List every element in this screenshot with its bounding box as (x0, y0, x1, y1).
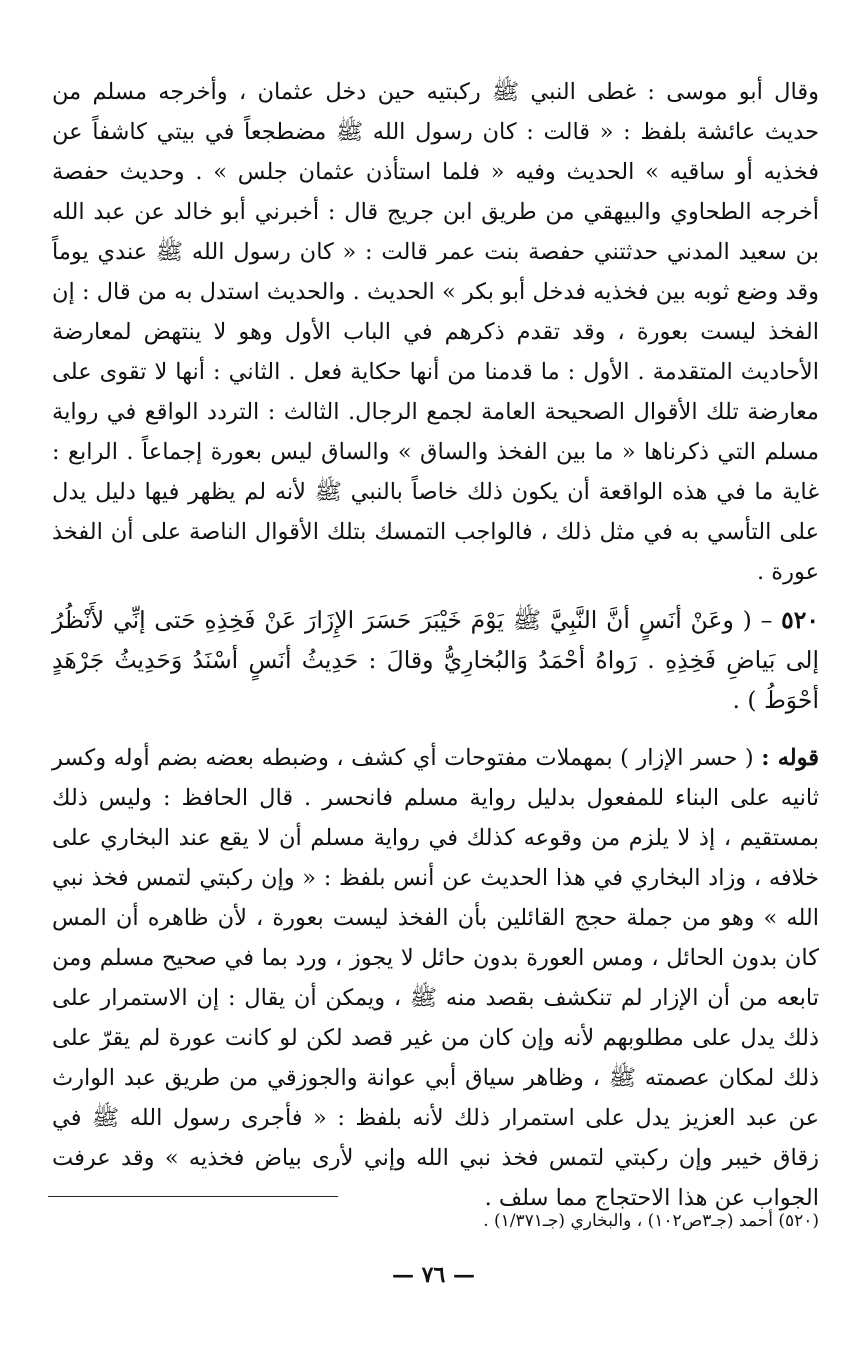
hadith-520 (52, 600, 819, 720)
hadith-text: – ( وعَنْ أنَسٍ أنَّ النَّبِيَّ ﷺ يَوْمَ خَيْبَرَ حَسَرَ الإِزَارَ عَنْ فَخِذِهِ حَتى إنِّي لأَنْظُرُ إلى بَياضِ فَخِذِهِ . رَواهُ أحْمَدُ وَالبُخارِيُّ وقالَ : حَدِيثُ أنَسٍ أسْنَدُ وَحَدِيثُ جَرْهَدٍ أحْوَطُ ) . (52, 606, 819, 714)
commentary-paragraph (52, 738, 819, 1218)
paragraph-intro: وقال أبو موسى : غطى النبي ﷺ ركبتيه حين دخل عثمان ، وأخرجه مسلم من حديث عائشة بلفظ : « قالت : كان رسول الله ﷺ مضطجعاً في بيتي كاشفاً عن فخذيه أو ساقيه » الحديث وفيه « فلما استأذن عثمان جلس » . وحديث حفصة أخرجه الطحاوي والبيهقي من طريق ابن جريج قال : أخبرني أبو خالد عن عبد الله بن سعيد المدني حدثتني حفصة بنت عمر قالت : « كان رسول الله ﷺ عندي يوماً وقد وضع ثوبه بين فخذيه فدخل أبو بكر » الحديث . والحديث استدل به من قال : إن الفخذ ليست بعورة ، وقد تقدم ذكرهم في الباب الأول وهو لا ينتهض لمعارضة الأحاديث المتقدمة . الأول : ما قدمنا من أنها حكاية فعل . الثاني : أنها لا تقوى على معارضة تلك الأقوال الصحيحة العامة لجمع الرجال. الثالث : التردد الواقع في رواية مسلم التي ذكرناها « ما بين الفخذ والساق » والساق ليس بعورة إجماعاً . الرابع : غاية ما في هذه الواقعة أن يكون ذلك خاصاً بالنبي ﷺ لأنه لم يظهر فيها دليل يدل على التأسي به في مثل ذلك ، فالواجب التمسك بتلك الأقوال الناصة على أن الفخذ عورة . (52, 79, 819, 585)
hadith-number: ٥٢٠ (781, 606, 819, 634)
commentary-lead: قوله : (761, 745, 820, 771)
footnote: (٥٢٠) أحمد (جـ٣ص١٠٢) ، والبخاري (جـ١/٣٧١) . (483, 1211, 819, 1231)
page-number: — ٧٦ — (392, 1262, 475, 1288)
commentary-text: ( حسر الإزار ) بمهملات مفتوحات أي كشف ، وضبطه بعضه بضم أوله وكسر ثانيه على البناء للمفعول بدليل رواية مسلم فانحسر . قال الحافظ : وليس ذلك بمستقيم ، إذ لا يلزم من وقوعه كذلك في رواية مسلم أن لا يقع عند البخاري على خلافه ، وزاد البخاري في هذا الحديث عن أنس بلفظ : « وإن ركبتي لتمس فخذ نبي الله » وهو من جملة حجج القائلين بأن الفخذ ليست بعورة ، لأن ظاهره أن المس كان بدون الحائل ، ومس العورة بدون حائل لا يجوز ، ورد بما في صحيح مسلم ومن تابعه من أن الإزار لم تنكشف بقصد منه ﷺ ، ويمكن أن يقال : إن الاستمرار على ذلك يدل على مطلوبهم لأنه وإن كان من غير قصد لكن لو كانت عورة لم يقرّ على ذلك لمكان عصمته ﷺ ، وظاهر سياق أبي عوانة والجوزقي من طريق عبد الوارث عن عبد العزيز يدل على استمرار ذلك لأنه بلفظ : « فأجرى رسول الله ﷺ في زقاق خيبر وإن ركبتي لتمس فخذ نبي الله وإني لأرى بياض فخذيه » وقد عرفت الجواب عن هذا الاحتجاج مما سلف . (52, 745, 819, 1211)
footnote-divider (48, 1196, 338, 1197)
